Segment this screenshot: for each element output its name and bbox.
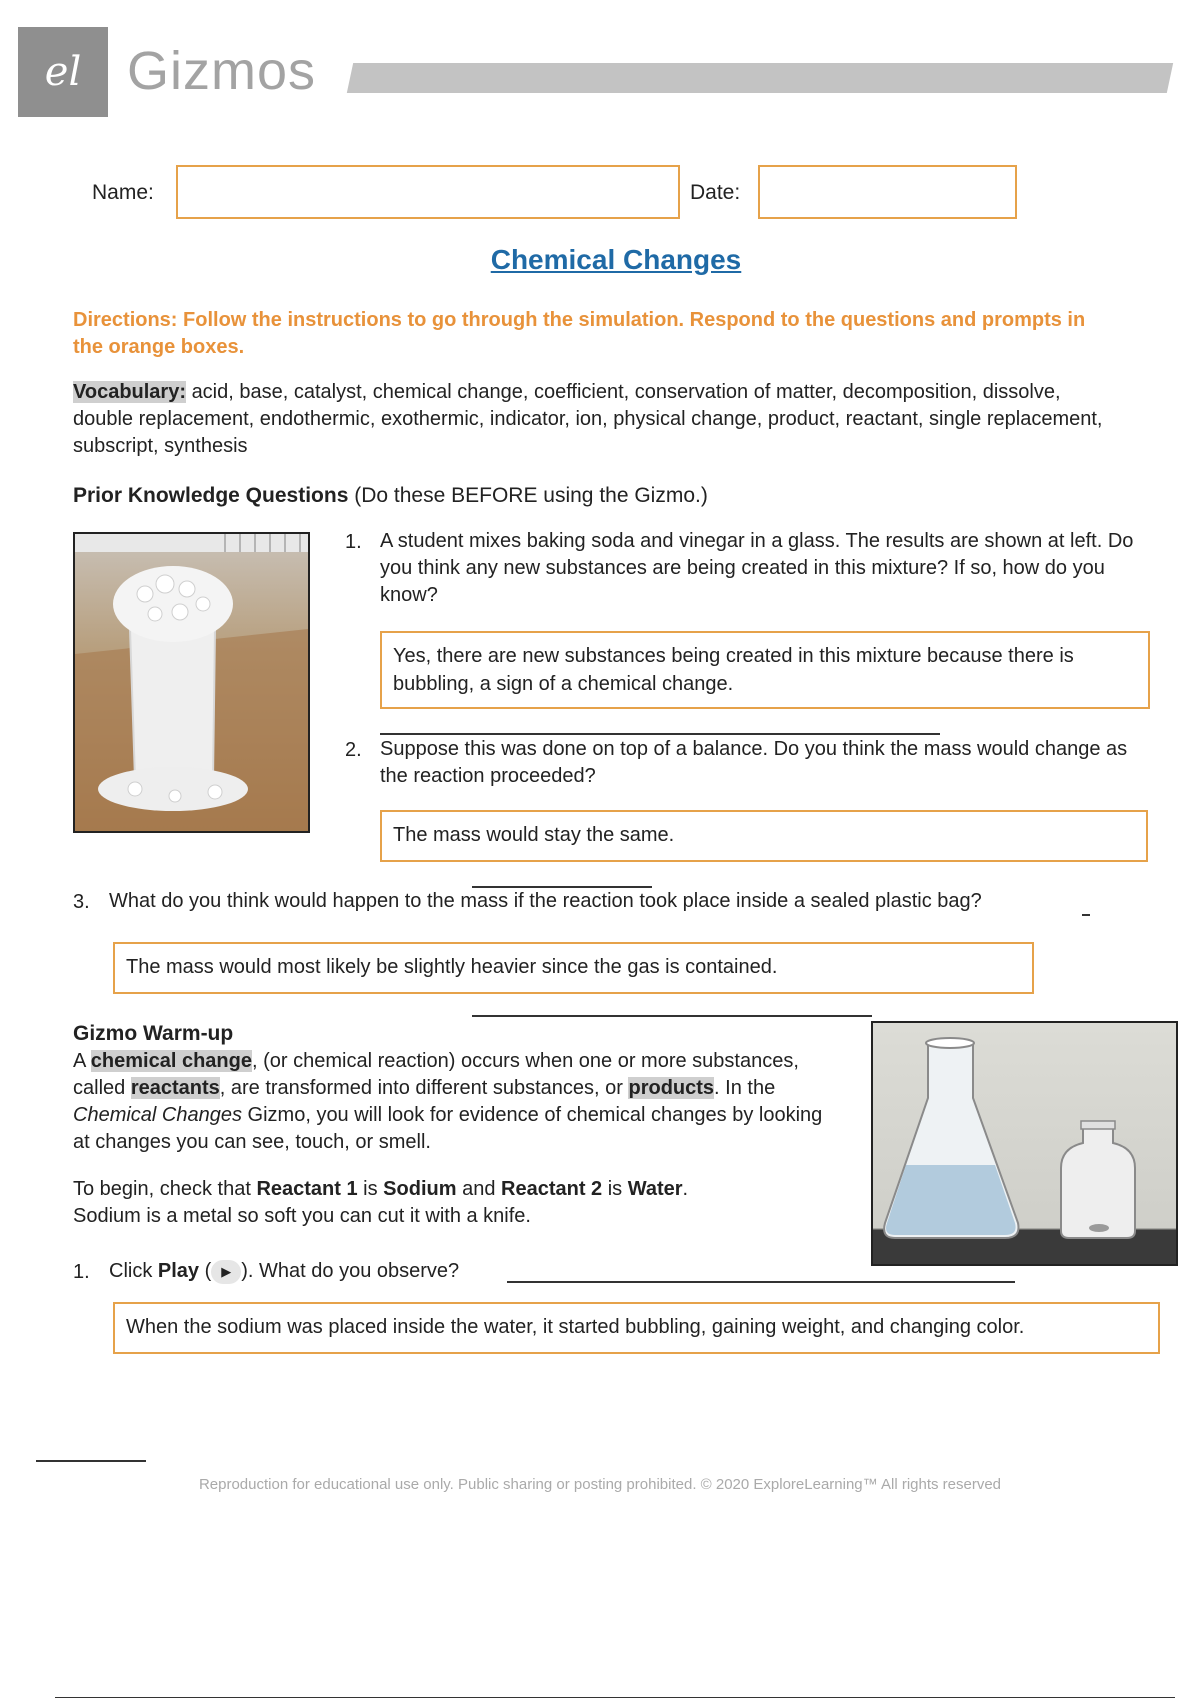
warmup-q1-answer-box[interactable]: When the sodium was placed inside the water, it started bubbling, gaining weight, and changing color. [113,1302,1160,1354]
page-title: Chemical Changes [490,244,742,275]
warmup-p2-c: and [456,1178,501,1200]
page-bottom-rule [55,1697,1175,1698]
warmup-p2-d: is [602,1178,628,1200]
q3-answer-underline [472,1015,872,1017]
flask-and-jar-illustration [873,1023,1176,1264]
q1-text: A student mixes baking soda and vinegar in a glass. The results are shown at left. Do you think any new substances are being created in this mixture? If so, how do you know? [380,530,1134,606]
date-label: Date: [690,181,741,204]
sodium-label: Sodium [383,1178,457,1200]
warmup-q1-c: ). What do you observe? [241,1260,460,1282]
date-field[interactable] [758,165,1017,219]
warmup-q1-number: 1. [73,1261,90,1283]
q3-answer-box[interactable]: The mass would most likely be slightly heavier since the gas is contained. [113,942,1034,994]
reactant-2-label: Reactant 2 [501,1178,603,1200]
baking-soda-vinegar-photo [73,532,310,833]
logo-mark-text: el [44,49,82,95]
q2-text: Suppose this was done on top of a balance. Do you think the mass would change as the reaction proceeded? [380,738,1128,787]
warmup-paragraph-2 [73,1176,843,1230]
gizmos-logo-text: Gizmos [127,41,317,101]
warmup-p1-a: A [73,1050,91,1072]
vocabulary-terms: acid, base, catalyst, chemical change, coefficient, conservation of matter, decomposition, dissolve, double replacement, endothermic, exothermic, indicator, ion, physical change, product, reactant, single replacement, subscript, synthesis [73,381,1103,457]
q1-number: 1. [345,531,362,553]
gizmo-name-italic: Chemical Changes [73,1104,242,1126]
warmup-p2-f: Sodium is a metal so soft you can cut it with a knife. [73,1205,531,1227]
name-field[interactable] [176,165,680,219]
prior-knowledge-note: (Do these BEFORE using the Gizmo.) [354,484,708,507]
date-field-value [760,167,1015,191]
warmup-p1-e: Gizmo, you will look for evidence of chemical changes by looking at changes you can see, touch, or smell. [73,1104,823,1153]
q3-number: 3. [73,891,90,913]
q3-text: What do you think would happen to the mass if the reaction took place inside a sealed plastic bag? [109,890,982,912]
warmup-q1-text [109,1258,529,1285]
vocabulary-paragraph [73,379,1123,460]
warmup-q1-a: Click [109,1260,158,1282]
term-reactants: reactants [130,1077,220,1099]
warmup-p1-d: . In the [714,1077,776,1099]
play-icon[interactable]: ▶ [211,1260,241,1284]
q2-answer-box[interactable]: The mass would stay the same. [380,810,1148,862]
warmup-p1-c: , are transformed into different substances, or [219,1077,629,1099]
header-bar [347,63,1173,93]
prior-knowledge-title: Prior Knowledge Questions [73,484,349,507]
q1-answer-box[interactable]: Yes, there are new substances being created in this mixture because there is bubbling, a sign of a chemical change. [380,631,1150,709]
name-label: Name: [92,181,154,204]
warmup-paragraph-1 [73,1048,833,1156]
directions-text: Directions: Follow the instructions to go through the simulation. Respond to the questions and prompts in the orange boxes. [73,309,1086,358]
term-chemical-change: chemical change [90,1050,252,1072]
warmup-p1-b: , (or chemical reaction) occurs when one or more substances, called [73,1050,799,1099]
q3-underline [1082,914,1090,916]
gizmo-flask-image [871,1021,1178,1266]
footnote-rule [36,1460,146,1462]
warmup-p2-a: To begin, check that [73,1178,257,1200]
gizmos-logo-mark [18,27,108,117]
q1-underline [380,733,940,735]
foaming-glass-illustration [75,534,308,831]
reactant-1-label: Reactant 1 [256,1178,358,1200]
term-products: products [628,1077,715,1099]
vocabulary-label: Vocabulary: [73,381,186,403]
name-field-value [178,167,678,191]
q2-number: 2. [345,739,362,761]
play-label: Play [157,1260,200,1282]
warmup-q1-underline [507,1281,1015,1283]
warmup-p2-b: is [357,1178,384,1200]
prior-knowledge-heading [73,484,708,508]
warmup-heading: Gizmo Warm-up [73,1022,234,1045]
warmup-p2-e: . [682,1178,689,1200]
water-label: Water [627,1178,683,1200]
copyright-footer: Reproduction for educational use only. Public sharing or posting prohibited. © 2020 ExploreLearning™ All rights reserved [198,1476,1002,1493]
warmup-q1-b: ( [199,1260,212,1282]
